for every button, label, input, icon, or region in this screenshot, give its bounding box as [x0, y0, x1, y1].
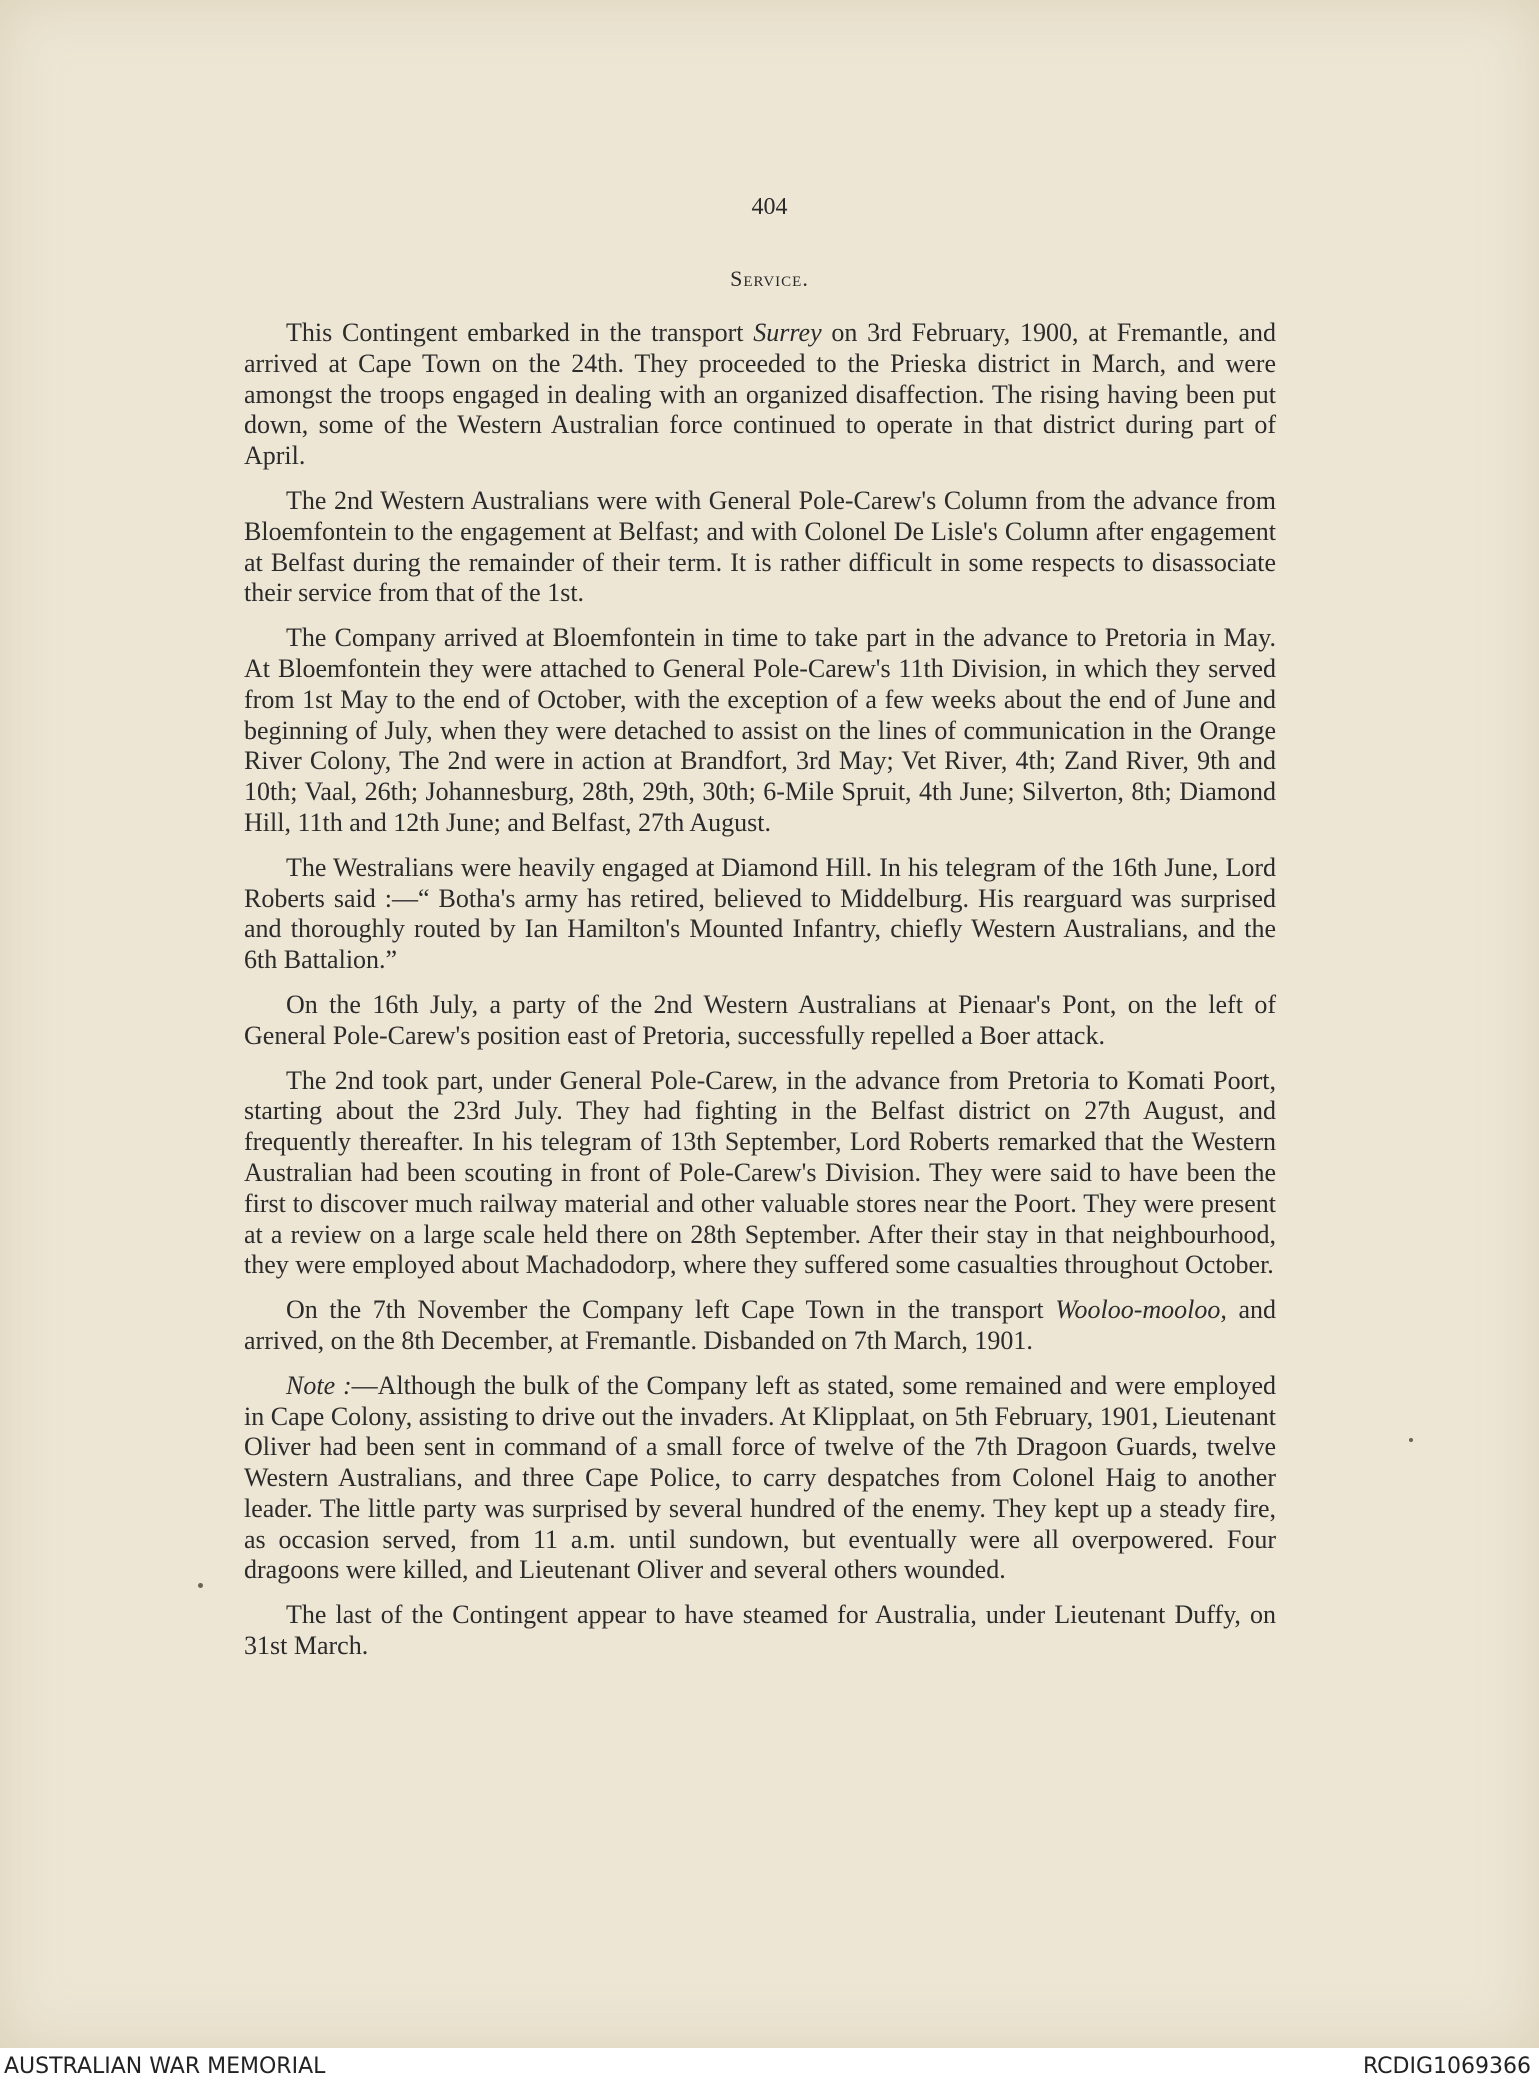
- paragraph-7-after: and arrived, on the 8th December, at Fremantle. Disbanded on 7th March, 1901.: [244, 1295, 1276, 1355]
- paragraph-1: [244, 318, 1276, 472]
- ship-name-wooloomooloo: Wooloo-mooloo,: [1055, 1295, 1227, 1325]
- paragraph-5: On the 16th July, a party of the 2nd Western Australians at Pienaar's Pont, on the left of General Pole-Carew's position east of Pretoria, successfully repelled a Boer attack.: [244, 989, 1276, 1050]
- footer-record-id: RCDIG1069366: [1362, 2054, 1531, 2079]
- paragraph-8-note: [244, 1371, 1276, 1587]
- paragraph-7-before: On the 7th November the Company left Cape Town in the transport: [286, 1295, 1056, 1325]
- body-text: [244, 318, 1276, 1676]
- section-title: Service.: [730, 266, 809, 291]
- page-number: 404: [751, 194, 788, 220]
- paragraph-3: The Company arrived at Bloemfontein in time to take part in the advance to Pretoria in May. At Bloemfontein they were attached to General Pole-Carew's 11th Division, in which they served from 1st May to the end of October, with the exception of a few weeks about the end of June and beginning of July, when they were detached to assist on the lines of communication in the Orange River Colony, The 2nd were in action at Brandfort, 3rd May; Vet River, 4th; Zand River, 9th and 10th; Vaal, 26th; Johannesburg, 28th, 29th, 30th; 6-Mile Spruit, 4th June; Silverton, 8th; Diamond Hill, 11th and 12th June; and Belfast, 27th August.: [244, 623, 1276, 837]
- paragraph-1-before: This Contingent embarked in the transport: [286, 318, 754, 347]
- note-label: Note :: [286, 1370, 352, 1400]
- paragraph-1-after: on 3rd February, 1900, at Fremantle, and arrived at Cape Town on the 24th. They proceeded to the Prieska district in March, and were amongst the troops engaged in dealing with an organized disaffection. The rising having been put down, some of the Western Australian force continued to operate in that district during part of April.: [244, 318, 1276, 471]
- paragraph-6: The 2nd took part, under General Pole-Carew, in the advance from Pretoria to Komati Poort, starting about the 23rd July. They had fighting in the Belfast district on 27th August, and frequently thereafter. In his telegram of 13th September, Lord Roberts remarked that the Western Australian had been scouting in front of Pole-Carew's Division. They were said to have been the first to discover much railway material and other valuable stores near the Poort. They were present at a review on a large scale held there on 28th September. After their stay in that neighbourhood, they were employed about Machadodorp, where they suffered some casualties throughout October.: [244, 1065, 1276, 1280]
- paragraph-4: The Westralians were heavily engaged at Diamond Hill. In his telegram of the 16th June, Lord Roberts said :—“ Botha's army has retired, believed to Middelburg. His rearguard was surprised and thoroughly routed by Ian Hamilton's Mounted Infantry, chiefly Western Australians, and the 6th Battalion.”: [244, 852, 1276, 975]
- footer-institution: AUSTRALIAN WAR MEMORIAL: [4, 2054, 326, 2079]
- paragraph-9: The last of the Contingent appear to have steamed for Australia, under Lieutenant Duffy, on 31st March.: [244, 1600, 1276, 1661]
- note-text: —Although the bulk of the Company left as stated, some remained and were employed in Cape Colony, assisting to drive out the invaders. At Klipplaat, on 5th February, 1901, Lieutenant Oliver had been sent in command of a small force of twelve of the 7th Dragoon Guards, twelve Western Australians, and three Cape Police, to carry despatches from Colonel Haig to another leader. The little party was surprised by several hundred of the enemy. They kept up a steady fire, as occasion served, from 11 a.m. until sundown, but eventually were all overpowered. Four dragoons were killed, and Lieutenant Oliver and several others wounded.: [244, 1370, 1276, 1585]
- paper-speck: [1409, 1438, 1413, 1442]
- paragraph-7: [244, 1295, 1276, 1357]
- archive-footer: [0, 2048, 1539, 2082]
- paper-speck: [198, 1583, 203, 1588]
- paragraph-2: The 2nd Western Australians were with General Pole-Carew's Column from the advance from Bloemfontein to the engagement at Belfast; and with Colonel De Lisle's Column after engagement at Belfast during the remainder of their term. It is rather difficult in some respects to disassociate their service from that of the 1st.: [244, 485, 1276, 608]
- ship-name-surrey: Surrey: [753, 318, 822, 347]
